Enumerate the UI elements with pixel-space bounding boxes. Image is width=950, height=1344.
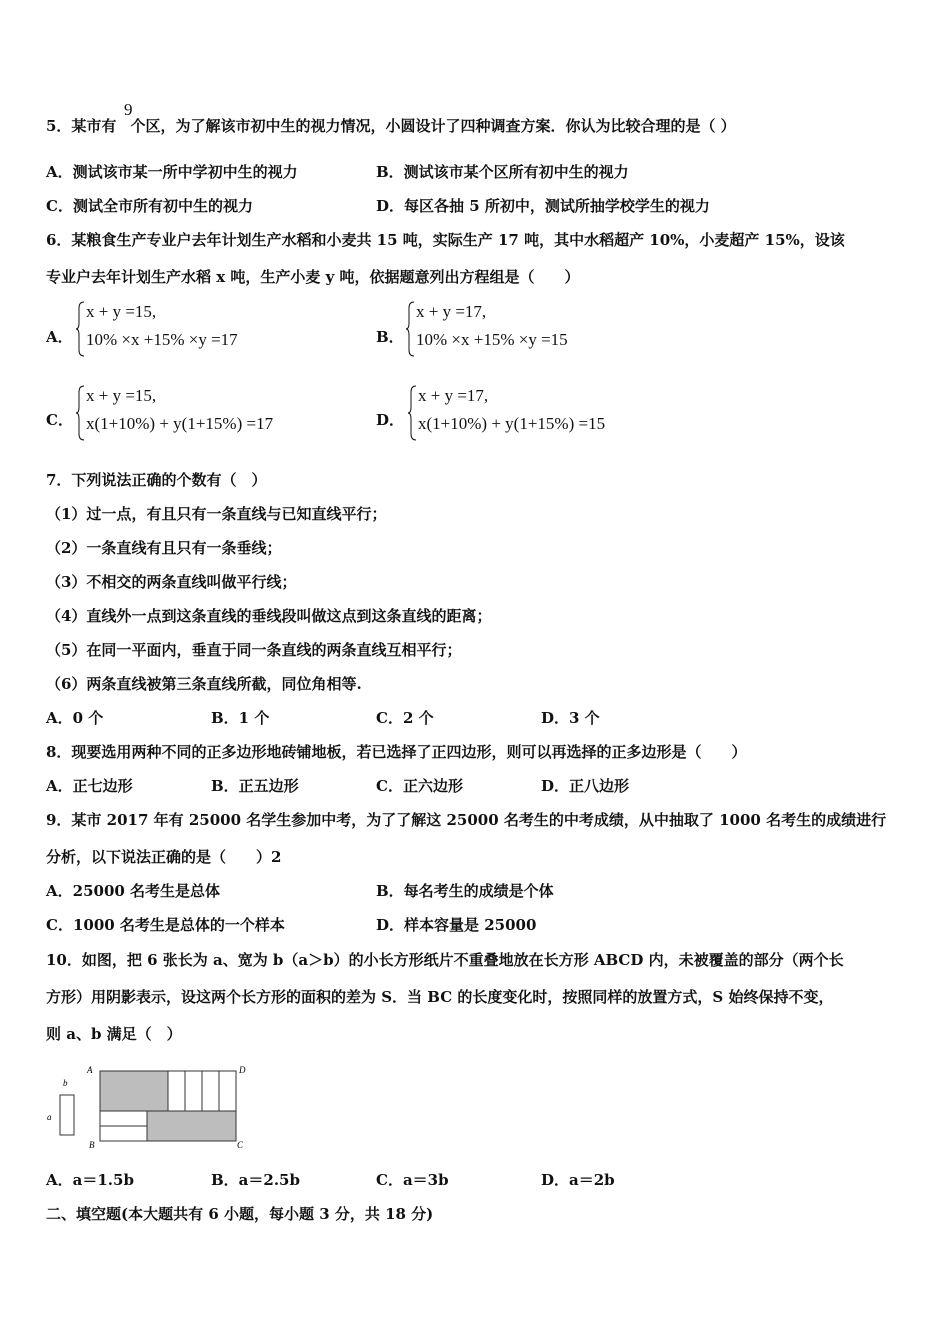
label-b: b xyxy=(63,1078,68,1088)
shaded-region-top xyxy=(100,1071,168,1111)
q6-b-eq1: x + y =17, xyxy=(416,302,487,321)
q7-item: （2）一条直线有且只有一条垂线； xyxy=(46,539,282,557)
q7-option-b[interactable]: B．1 个 xyxy=(211,709,270,727)
q7-item: （1）过一点，有且只有一条直线与已知直线平行； xyxy=(46,505,387,523)
label-B: B xyxy=(89,1140,95,1150)
q6-stem-line1: 6．某粮食生产专业户去年计划生产水稻和小麦共 15 吨，实际生产 17 吨，其中水稻超产 10%，小麦超产 15%，设该 xyxy=(46,231,845,249)
brace-icon xyxy=(408,384,418,442)
q6-option-d-system[interactable] xyxy=(408,384,688,442)
brace-icon xyxy=(76,384,86,442)
strip xyxy=(185,1071,202,1111)
q5-option-c[interactable]: C．测试全市所有初中生的视力 xyxy=(46,197,253,215)
q10-option-d[interactable]: D．a＝2b xyxy=(541,1171,615,1189)
q6-option-a-label[interactable]: A． xyxy=(46,328,73,346)
strip xyxy=(219,1071,236,1111)
q6-option-c-label[interactable]: C． xyxy=(46,411,73,429)
q10-figure xyxy=(44,1064,254,1154)
q6-c-eq2: x(1+10%) + y(1+15%) =17 xyxy=(86,414,274,433)
q6-option-a-system[interactable] xyxy=(76,300,336,358)
q9-stem-line2: 分析，以下说法正确的是（ ）2 xyxy=(46,848,282,866)
q6-b-eq2: 10% ×x +15% ×y =15 xyxy=(416,330,568,349)
q5-option-b[interactable]: B．测试该市某个区所有初中生的视力 xyxy=(376,163,629,181)
q10-option-a[interactable]: A．a＝1.5b xyxy=(46,1171,134,1189)
q10-stem-line1: 10．如图，把 6 张长为 a、宽为 b（a＞b）的小长方形纸片不重叠地放在长方形 ABCD 内，未被覆盖的部分（两个长 xyxy=(46,951,844,969)
q5-stem xyxy=(46,116,736,136)
q9-option-d[interactable]: D．样本容量是 25000 xyxy=(376,916,537,934)
small-rectangle xyxy=(60,1095,74,1135)
q7-option-a[interactable]: A．0 个 xyxy=(46,709,104,727)
q6-option-b-system[interactable] xyxy=(406,300,666,358)
q8-option-a[interactable]: A．正七边形 xyxy=(46,777,133,795)
shaded-region-bottom xyxy=(147,1111,236,1141)
q6-c-eq1: x + y =15, xyxy=(86,386,157,405)
q7-item: （4）直线外一点到这条直线的垂线段叫做这点到这条直线的距离； xyxy=(46,607,492,625)
q10-stem-line3: 则 a、b 满足（ ） xyxy=(46,1025,182,1043)
q9-option-a[interactable]: A．25000 名考生是总体 xyxy=(46,882,221,900)
q7-item: （6）两条直线被第三条直线所截，同位角相等. xyxy=(46,675,362,693)
q7-option-c[interactable]: C．2 个 xyxy=(376,709,434,727)
section-title: 二、填空题(本大题共有 6 小题，每小题 3 分，共 18 分) xyxy=(46,1205,434,1223)
q8-option-b[interactable]: B．正五边形 xyxy=(211,777,299,795)
q10-stem-line2: 方形）用阴影表示，设这两个长方形的面积的差为 S．当 BC 的长度变化时，按照同样的放置方式，S 始终保持不变， xyxy=(46,988,834,1006)
q7-item: （5）在同一平面内，垂直于同一条直线的两条直线互相平行； xyxy=(46,641,462,659)
label-a: a xyxy=(47,1112,52,1122)
q6-option-b-label[interactable]: B． xyxy=(376,328,404,346)
q8-option-c[interactable]: C．正六边形 xyxy=(376,777,463,795)
q9-stem-line1: 9．某市 2017 年有 25000 名学生参加中考，为了了解这 25000 名考生的中考成绩，从中抽取了 1000 名考生的成绩进行 xyxy=(46,811,887,829)
label-A: A xyxy=(87,1065,93,1075)
label-D: D xyxy=(239,1065,246,1075)
q6-option-c-system[interactable] xyxy=(76,384,356,442)
strip xyxy=(202,1071,219,1111)
q6-d-eq1: x + y =17, xyxy=(418,386,489,405)
q6-d-eq2: x(1+10%) + y(1+15%) =15 xyxy=(418,414,606,433)
strip xyxy=(100,1126,147,1141)
q6-a-eq2: 10% ×x +15% ×y =17 xyxy=(86,330,238,349)
q8-option-d[interactable]: D．正八边形 xyxy=(541,777,630,795)
q6-option-d-label[interactable]: D． xyxy=(376,411,405,429)
q5-superscript: 9 xyxy=(124,100,133,119)
q5-stem-pre: 5．某市有 xyxy=(46,117,117,135)
q6-stem-line2: 专业户去年计划生产水稻 x 吨，生产小麦 y 吨，依据题意列出方程组是（ ） xyxy=(46,268,580,286)
q9-option-b[interactable]: B．每名考生的成绩是个体 xyxy=(376,882,554,900)
brace-icon xyxy=(406,300,416,358)
q7-option-d[interactable]: D．3 个 xyxy=(541,709,600,727)
q10-option-c[interactable]: C．a＝3b xyxy=(376,1171,449,1189)
q9-option-c[interactable]: C．1000 名考生是总体的一个样本 xyxy=(46,916,285,934)
label-C: C xyxy=(237,1140,244,1150)
q5-option-a[interactable]: A．测试该市某一所中学初中生的视力 xyxy=(46,163,298,181)
q7-item: （3）不相交的两条直线叫做平行线； xyxy=(46,573,297,591)
brace-icon xyxy=(76,300,86,358)
q6-a-eq1: x + y =15, xyxy=(86,302,157,321)
q8-stem: 8．现要选用两种不同的正多边形地砖铺地板，若已选择了正四边形，则可以再选择的正多边形是（ ） xyxy=(46,743,747,761)
q10-option-b[interactable]: B．a＝2.5b xyxy=(211,1171,300,1189)
strip xyxy=(168,1071,185,1111)
strip xyxy=(100,1111,147,1126)
q5-option-d[interactable]: D．每区各抽 5 所初中，测试所抽学校学生的视力 xyxy=(376,197,710,215)
q7-stem: 7．下列说法正确的个数有（ ） xyxy=(46,471,267,489)
q5-stem-post: 个区，为了解该市初中生的视力情况，小圆设计了四种调查方案．你认为比较合理的是（ ） xyxy=(130,117,736,135)
